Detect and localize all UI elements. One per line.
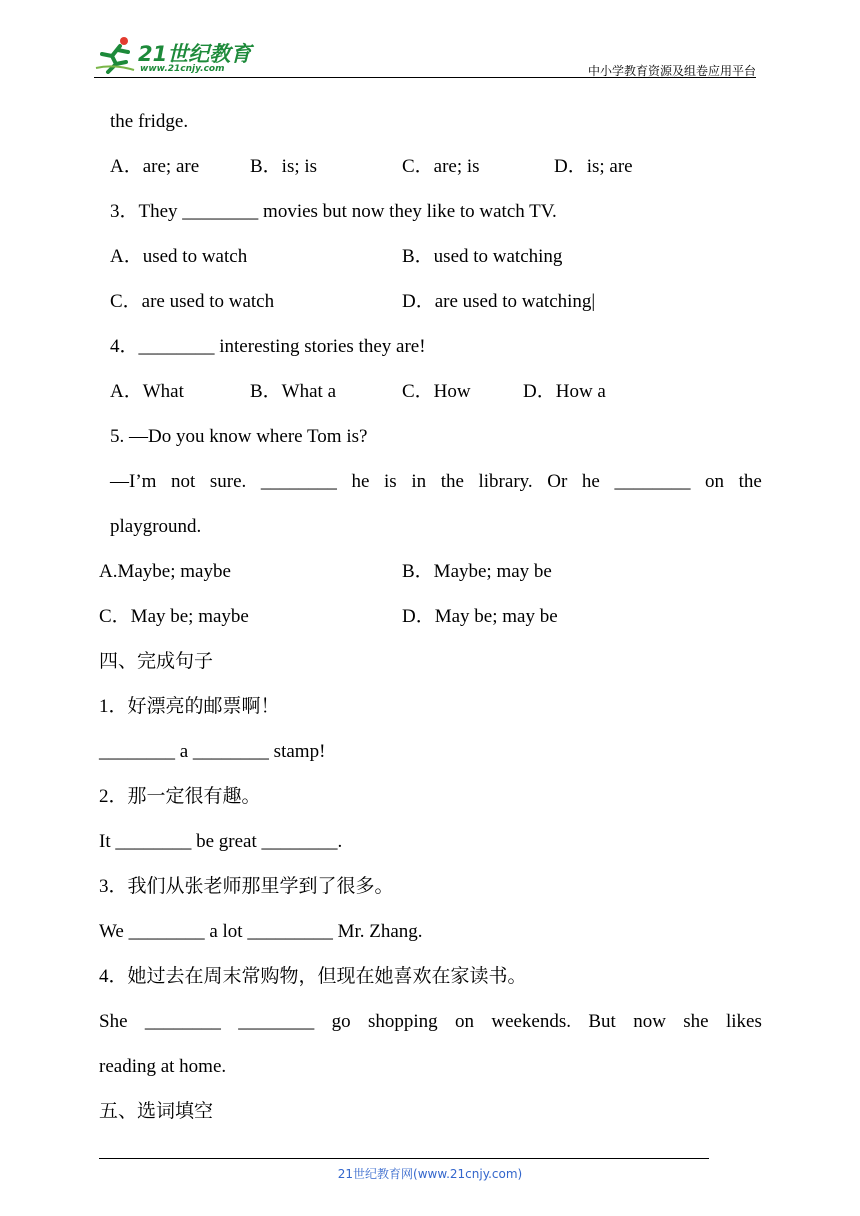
sentence-3-english: We ________ a lot _________ Mr. Zhang. <box>99 921 423 942</box>
word: she <box>683 1011 709 1032</box>
q2-option-d: D．is; are <box>554 156 633 177</box>
q5-option-d: D．May be; may be <box>402 606 558 627</box>
word: now <box>633 1011 666 1032</box>
q4-option-c: C．How <box>402 381 471 402</box>
word: is <box>384 471 397 492</box>
site-logo <box>94 34 264 78</box>
word: on <box>454 1011 474 1032</box>
sentence-2-english: It ________ be great ________. <box>99 831 343 852</box>
text-line: the fridge. <box>110 111 189 132</box>
header-platform-text: 中小学教育资源及组卷应用平台 <box>587 64 756 78</box>
text-line: playground. <box>110 516 202 537</box>
sentence-4-english <box>99 1010 762 1034</box>
q4-option-b: B．What a <box>250 381 337 402</box>
word: library. <box>478 471 533 492</box>
word: the <box>440 471 464 492</box>
question-5-answer-line <box>110 470 762 494</box>
q5-option-a: A.Maybe; maybe <box>99 561 231 582</box>
section-heading-4: 四、完成句子 <box>99 651 214 672</box>
word: the <box>738 471 762 492</box>
logo-url: www.21cnjy.com <box>140 64 225 74</box>
header-divider <box>94 77 756 78</box>
sentence-1-english: ________ a ________ stamp! <box>99 741 326 762</box>
word: go <box>331 1011 351 1032</box>
q3-option-b: B．used to watching <box>402 246 563 267</box>
logo-text: 21世纪教育 <box>138 42 252 66</box>
word: he <box>581 471 600 492</box>
q5-option-c: C．May be; maybe <box>99 606 249 627</box>
word: on <box>705 471 725 492</box>
word: sure. <box>209 471 247 492</box>
blank: ________ <box>144 1011 221 1032</box>
blank: ________ <box>260 471 337 492</box>
word: She <box>99 1011 128 1032</box>
word: he <box>351 471 370 492</box>
word: likes <box>725 1011 762 1032</box>
runner-logo-icon <box>94 34 138 74</box>
q4-option-a: A．What <box>110 381 184 402</box>
q2-option-b: B．is; is <box>250 156 318 177</box>
sentence-2-chinese: 2．那一定很有趣。 <box>99 786 261 807</box>
word: weekends. <box>491 1011 572 1032</box>
section-heading-5: 五、选词填空 <box>99 1101 214 1122</box>
q4-option-d: D．How a <box>523 381 606 402</box>
sentence-1-chinese: 1．好漂亮的邮票啊！ <box>99 696 280 717</box>
q2-option-c: C．are; is <box>402 156 480 177</box>
page-header <box>94 34 756 80</box>
question-3: 3．They ________ movies but now they like to watch TV. <box>110 201 557 222</box>
q2-option-a: A．are; are <box>110 156 200 177</box>
word: But <box>588 1011 616 1032</box>
footer-link[interactable]: 21世纪教育网(www.21cnjy.com) <box>337 1167 523 1181</box>
word: Or <box>547 471 568 492</box>
word: not <box>171 471 196 492</box>
blank: ________ <box>614 471 691 492</box>
question-5: 5. —Do you know where Tom is? <box>110 426 368 447</box>
blank: ________ <box>238 1011 315 1032</box>
footer-divider <box>99 1158 709 1159</box>
question-4: 4．________ interesting stories they are! <box>110 336 426 357</box>
word: shopping <box>367 1011 438 1032</box>
q5-option-b: B．Maybe; may be <box>402 561 552 582</box>
word: in <box>411 471 427 492</box>
q3-option-c: C．are used to watch <box>110 291 275 312</box>
sentence-3-chinese: 3．我们从张老师那里学到了很多。 <box>99 876 394 897</box>
word: —I’m <box>110 471 157 492</box>
sentence-4-chinese: 4．她过去在周末常购物，但现在她喜欢在家读书。 <box>99 966 527 987</box>
q3-option-a: A．used to watch <box>110 246 248 267</box>
text-line: reading at home. <box>99 1056 227 1077</box>
q3-option-d: D．are used to watching| <box>402 291 596 312</box>
